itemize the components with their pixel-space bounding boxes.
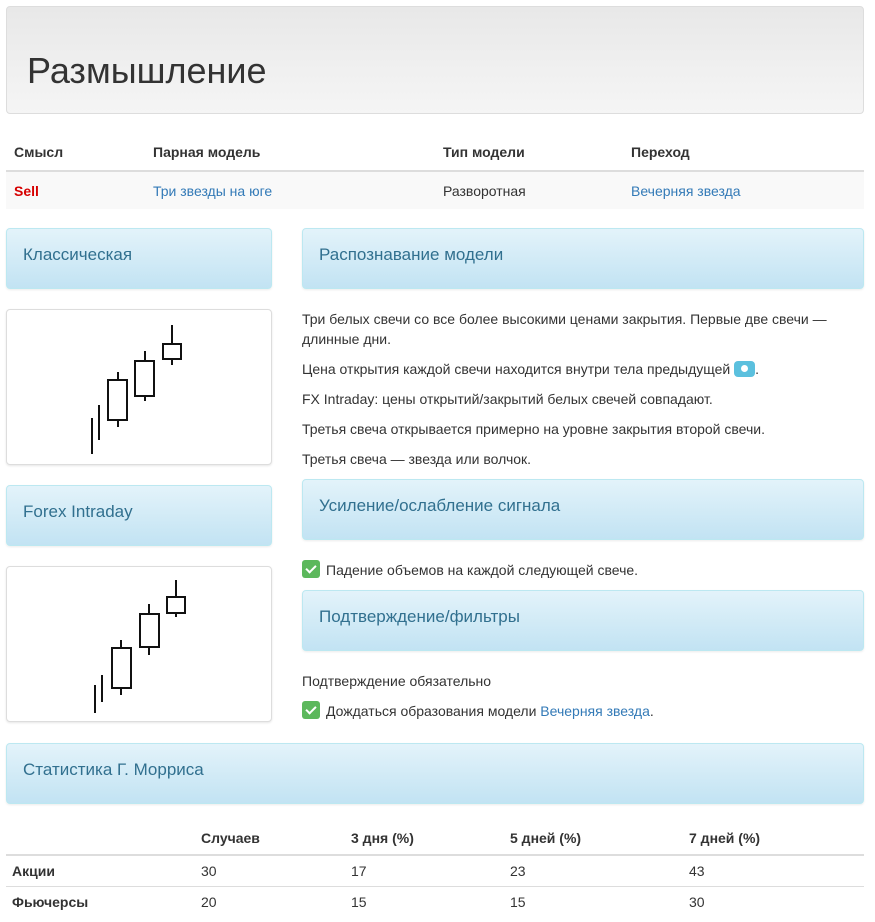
- candle-5-body: [167, 597, 185, 613]
- recognition-text-5: Третья свеча — звезда или волчок.: [302, 451, 532, 467]
- check-icon: [302, 560, 320, 578]
- confirmation-item-prefix: Дождаться образования модели: [326, 703, 541, 719]
- transition-cell: [623, 171, 864, 209]
- row-label: Фьючерсы: [6, 886, 195, 917]
- classic-panel-title: Классическая: [23, 245, 133, 264]
- 7days-cell: 30: [683, 886, 864, 917]
- candle-4-body: [140, 614, 159, 647]
- pattern-info-table: [6, 134, 864, 209]
- recognition-text-3: FX Intraday: цены открытий/закрытий белых свечей совпадают.: [302, 391, 713, 407]
- stats-header-5days: 5 дней (%): [504, 822, 683, 855]
- signal-value: Sell: [6, 171, 145, 209]
- 5days-cell: 15: [504, 886, 683, 917]
- row-label: Акции: [6, 855, 195, 886]
- classic-candles-svg: [7, 310, 273, 466]
- header-meaning: Смысл: [6, 134, 145, 171]
- recognition-text-1: Три белых свечи со все более высокими ценами закрытия. Первые две свечи — длинные дни.: [302, 311, 827, 347]
- stats-panel: [6, 743, 864, 804]
- pair-model-cell: [145, 171, 435, 209]
- forex-pattern-image: [6, 566, 272, 722]
- strength-panel-title: Усиление/ослабление сигнала: [319, 496, 561, 515]
- info-bubble-icon[interactable]: [734, 361, 755, 377]
- model-type-value: Разворотная: [435, 171, 623, 209]
- confirmation-panel: [302, 590, 864, 651]
- confirmation-item-suffix: .: [649, 703, 654, 719]
- candle-3-body: [108, 380, 127, 420]
- recognition-text-2-label: Цена открытия каждой свечи находится внутри тела предыдущей: [302, 361, 731, 377]
- forex-candles-svg: [7, 567, 273, 723]
- transition-link[interactable]: Вечерняя звезда: [631, 182, 741, 199]
- 3days-cell: 17: [345, 855, 504, 886]
- confirmation-required: Подтверждение обязательно: [302, 673, 492, 689]
- header-transition: Переход: [623, 134, 864, 171]
- confirmation-panel-title: Подтверждение/фильтры: [319, 607, 520, 626]
- cases-cell: 30: [195, 855, 345, 886]
- 3days-cell: 15: [345, 886, 504, 917]
- header-pair-model: Парная модель: [145, 134, 435, 171]
- confirmation-item: [302, 701, 654, 721]
- forex-panel: [6, 485, 272, 546]
- stats-header-3days: 3 дня (%): [345, 822, 504, 855]
- classic-pattern-image: [6, 309, 272, 465]
- recognition-text-4: Третья свеча открывается примерно на уровне закрытия второй свечи.: [302, 421, 765, 437]
- recognition-panel: [302, 228, 864, 289]
- recognition-panel-title: Распознавание модели: [319, 245, 504, 264]
- recognition-text-2-end: .: [755, 361, 760, 377]
- table-row: [6, 855, 864, 886]
- evening-star-link[interactable]: Вечерняя звезда: [540, 703, 650, 719]
- pair-model-link[interactable]: Три звезды на юге: [153, 182, 273, 199]
- forex-panel-title: Forex Intraday: [23, 502, 133, 521]
- stats-header-7days: 7 дней (%): [683, 822, 864, 855]
- stats-header-empty: [6, 822, 195, 855]
- strength-panel: [302, 479, 864, 540]
- classic-panel: [6, 228, 272, 289]
- strength-item: [302, 560, 638, 580]
- page-header: [6, 6, 864, 114]
- check-icon: [302, 701, 320, 719]
- page-title: Размышление: [27, 50, 267, 91]
- table-row: [6, 886, 864, 917]
- strength-item-label: Падение объемов на каждой следующей свече.: [326, 562, 639, 578]
- candle-5-body: [163, 344, 181, 359]
- header-model-type: Тип модели: [435, 134, 623, 171]
- stats-header-cases: Случаев: [195, 822, 345, 855]
- recognition-text-2: [302, 359, 862, 379]
- candle-4-body: [135, 361, 154, 396]
- stats-table: [6, 822, 864, 917]
- cases-cell: 20: [195, 886, 345, 917]
- 5days-cell: 23: [504, 855, 683, 886]
- stats-panel-title: Статистика Г. Морриса: [23, 760, 204, 779]
- 7days-cell: 43: [683, 855, 864, 886]
- candle-3-body: [112, 648, 131, 688]
